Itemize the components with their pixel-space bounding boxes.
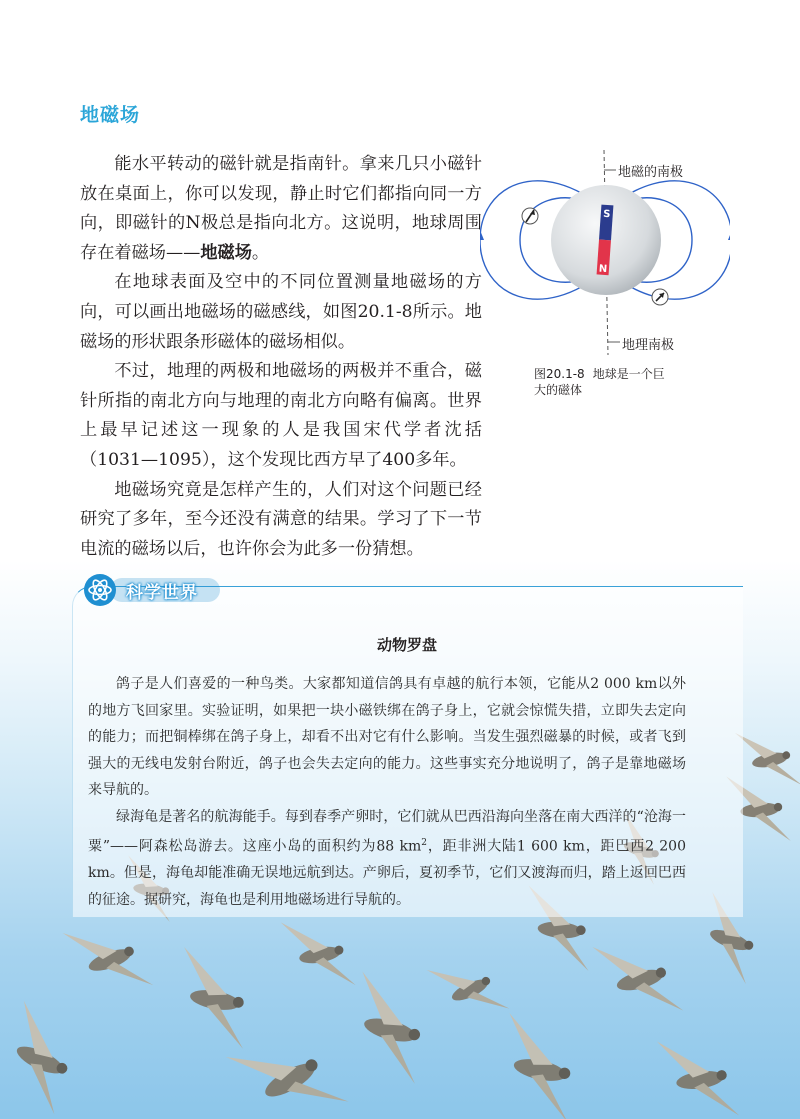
article-text bbox=[88, 671, 686, 913]
pigeon bbox=[657, 1031, 740, 1119]
pigeon bbox=[490, 1013, 588, 1119]
paragraph-2: 在地球表面及空中的不同位置测量地磁场的方向，可以画出地磁场的磁感线，如图20.1-8所示。地磁场的形状跟条形磁体的磁场相似。 bbox=[80, 272, 482, 352]
figure-caption bbox=[534, 366, 674, 398]
earth-magnetic-field-figure bbox=[480, 150, 730, 370]
article-paragraph-1: 鸽子是人们喜爱的一种鸟类。大家都知道信鸽具有卓越的航行本领，它能从2 000 km以外的地方飞回家里。实验证明，如果把一块小磁铁绑在鸽子身上，它就会惊慌失措，立即失去定向的能力；而把铜棒绑在鸽子身上，却看不出对它有什么影响。当发生强烈磁暴的时候，或者飞到强大的无线电发射台附近，鸽子也会失去定向的能力。这些事实充分地说明了，鸽子是靠地磁场来导航的。 bbox=[88, 676, 686, 798]
pigeon bbox=[169, 947, 259, 1049]
caption-number: 图20.1-8 bbox=[534, 367, 585, 381]
compass-left bbox=[522, 208, 538, 224]
magnet-n-label: N bbox=[598, 263, 608, 276]
label-geographic-south-pole: 地理南极 bbox=[622, 338, 675, 353]
pigeon bbox=[338, 971, 440, 1083]
paragraph-1 bbox=[80, 150, 482, 268]
superscript-2: 2 bbox=[421, 838, 427, 848]
magnet-s-label: S bbox=[602, 208, 611, 221]
pigeon bbox=[592, 929, 683, 1030]
pigeon bbox=[427, 945, 510, 1033]
article-p2-before: 绿海龟是著名的航海能手。每到春季产卵时，它们就从巴西沿海向坐落在南大西洋的“沧海一粟”——阿森松岛游去。这座小岛的面积约为88 km bbox=[88, 808, 686, 855]
label-magnetic-south-pole: 地磁的南极 bbox=[618, 165, 684, 180]
main-text bbox=[80, 150, 482, 564]
p1-text-after: 。 bbox=[251, 242, 270, 263]
earth-diagram bbox=[480, 150, 730, 370]
section-title: 地磁场 bbox=[80, 104, 141, 126]
pigeon bbox=[0, 1001, 92, 1115]
paragraph-4: 地磁场究竟是怎样产生的，人们对这个问题已经研究了多年，至今还没有满意的结果。学习了下一节电流的磁场以后，也许你会为此多一份猜想。 bbox=[80, 479, 482, 559]
p1-text-before: 能水平转动的磁针就是指南针。拿来几只小磁针放在桌面上，你可以发现，静止时它们都指向同一方向，即磁针的N极总是指向北方。这说明，地球周围存在着磁场—— bbox=[80, 154, 482, 263]
term-geomagnetic-field: 地磁场 bbox=[200, 242, 252, 263]
compass-right bbox=[652, 289, 668, 305]
pigeon bbox=[63, 910, 154, 1008]
article-title: 动物罗盘 bbox=[376, 636, 437, 654]
arrow-right bbox=[728, 230, 730, 240]
pigeon bbox=[735, 722, 800, 797]
science-world-label: 科学世界 bbox=[126, 583, 198, 603]
article-paragraph-2 bbox=[88, 804, 686, 914]
article-p2-after: ，距非洲大陆1 600 km，距巴西2 200 km。但是，海龟却能准确无误地远航到达。产卵后，夏初季节，它们又渡海而归，踏上返回巴西的征途。据研究，海龟也是利用地磁场进行导航的。 bbox=[88, 838, 686, 908]
pigeon bbox=[226, 1015, 349, 1119]
pigeon bbox=[281, 911, 356, 996]
paragraph-3: 不过，地理的两极和地磁场的两极并不重合，磁针所指的南北方向与地理的南北方向略有偏离。世界上最早记述这一现象的人是我国宋代学者沈括（1031—1095），这个发现比西方早了400多年。 bbox=[80, 361, 482, 470]
caption-text: 地球是一个巨大的磁体 bbox=[534, 367, 665, 397]
